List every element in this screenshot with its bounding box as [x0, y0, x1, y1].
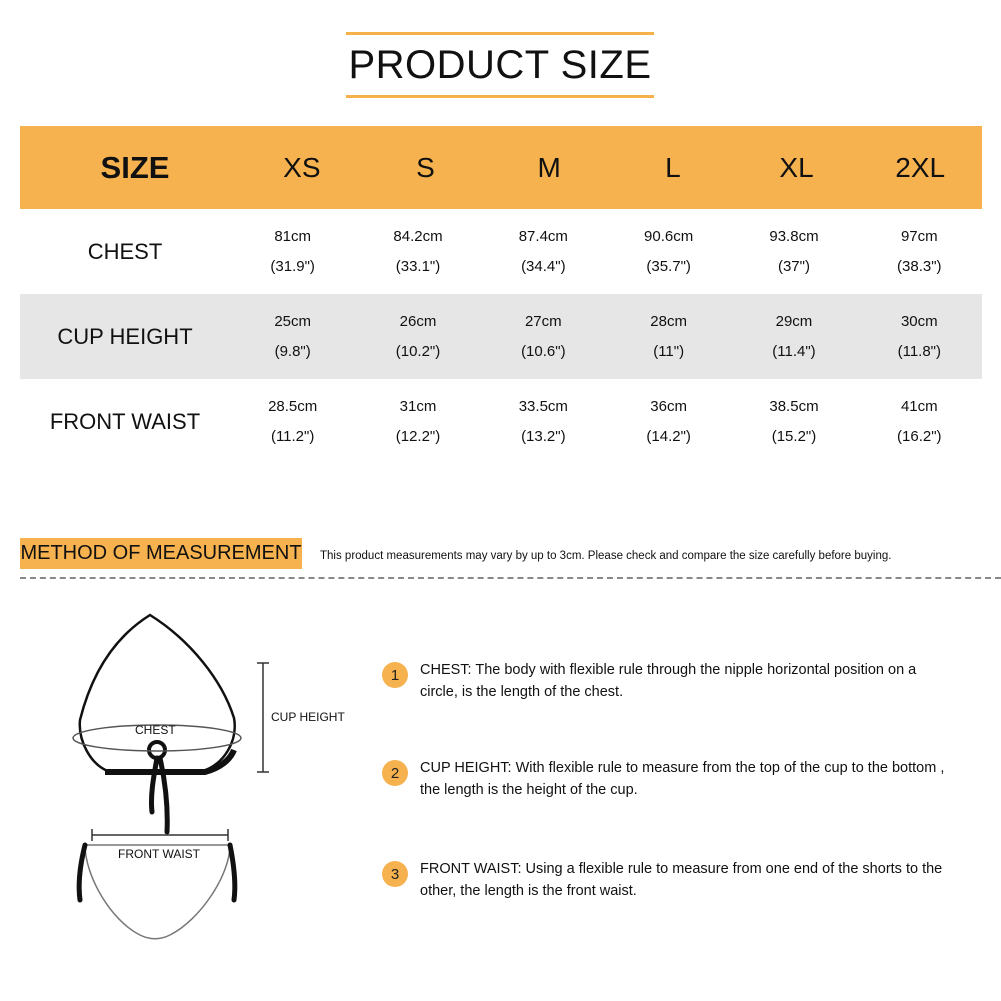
step-cup-height — [382, 757, 982, 801]
step-chest — [382, 659, 982, 703]
table-cell: 26cm (10.2") — [395, 312, 441, 360]
header-size-xl: XL — [779, 151, 814, 183]
bikini-illustration — [0, 600, 360, 1000]
method-note: This product measurements may vary by up to 3cm. Please check and compare the size carefully before buying. — [320, 550, 892, 562]
table-cell: 31cm (12.2") — [395, 397, 441, 445]
table-cell: 33.5cm (13.2") — [518, 397, 568, 445]
table-cell: 38.5cm (15.2") — [769, 397, 819, 445]
table-cell: 84.2cm (33.1") — [393, 227, 443, 275]
table-cell: 81cm (31.9") — [270, 227, 315, 275]
step-text: FRONT WAIST: Using a flexible rule to measure from one end of the shorts to the other, the length is the front waist. — [420, 861, 943, 899]
table-row-front-waist — [20, 379, 982, 464]
header-size-m: M — [537, 151, 561, 183]
method-heading: METHOD OF MEASUREMENT — [20, 538, 302, 569]
row-label: CHEST — [87, 238, 163, 264]
table-cell: 36cm (14.2") — [646, 397, 691, 445]
title-frame — [346, 32, 654, 98]
table-cell: 97cm (38.3") — [897, 227, 942, 275]
step-number-badge: 2 — [382, 760, 408, 786]
table-row-cup-height — [20, 294, 982, 379]
table-header-row — [20, 126, 982, 209]
table-row-chest — [20, 209, 982, 294]
dashed-divider — [20, 577, 1001, 579]
chest-figure-label: CHEST — [135, 723, 176, 737]
step-number-badge: 1 — [382, 662, 408, 688]
cup-height-figure-label: CUP HEIGHT — [271, 710, 345, 724]
row-label: FRONT WAIST — [49, 408, 201, 434]
table-cell: 28.5cm (11.2") — [268, 397, 318, 445]
row-label: CUP HEIGHT — [57, 323, 193, 349]
table-cell: 27cm (10.6") — [521, 312, 566, 360]
header-size-xs: XS — [283, 151, 321, 183]
header-size-l: L — [665, 151, 681, 183]
header-size-s: S — [416, 151, 435, 183]
table-cell: 30cm (11.8") — [897, 312, 941, 360]
front-waist-figure-label: FRONT WAIST — [118, 847, 200, 861]
header-size-label: SIZE — [100, 149, 170, 185]
step-number-badge: 3 — [382, 861, 408, 887]
table-cell: 29cm (11.4") — [772, 312, 816, 360]
table-cell: 28cm (11") — [650, 312, 687, 360]
table-cell: 25cm (9.8") — [274, 312, 311, 360]
table-cell: 41cm (16.2") — [897, 397, 942, 445]
size-table — [20, 126, 982, 464]
header-size-2xl: 2XL — [895, 151, 946, 183]
step-text: CUP HEIGHT: With flexible rule to measure from the top of the cup to the bottom , the length is the height of the cup. — [420, 760, 945, 798]
step-front-waist — [382, 858, 982, 902]
table-cell: 90.6cm (35.7") — [644, 227, 694, 275]
page-title: PRODUCT SIZE — [348, 42, 652, 87]
table-cell: 87.4cm (34.4") — [518, 227, 568, 275]
table-cell: 93.8cm (37") — [769, 227, 819, 275]
step-text: CHEST: The body with flexible rule through the nipple horizontal position on a circle, is the length of the chest. — [420, 662, 917, 700]
